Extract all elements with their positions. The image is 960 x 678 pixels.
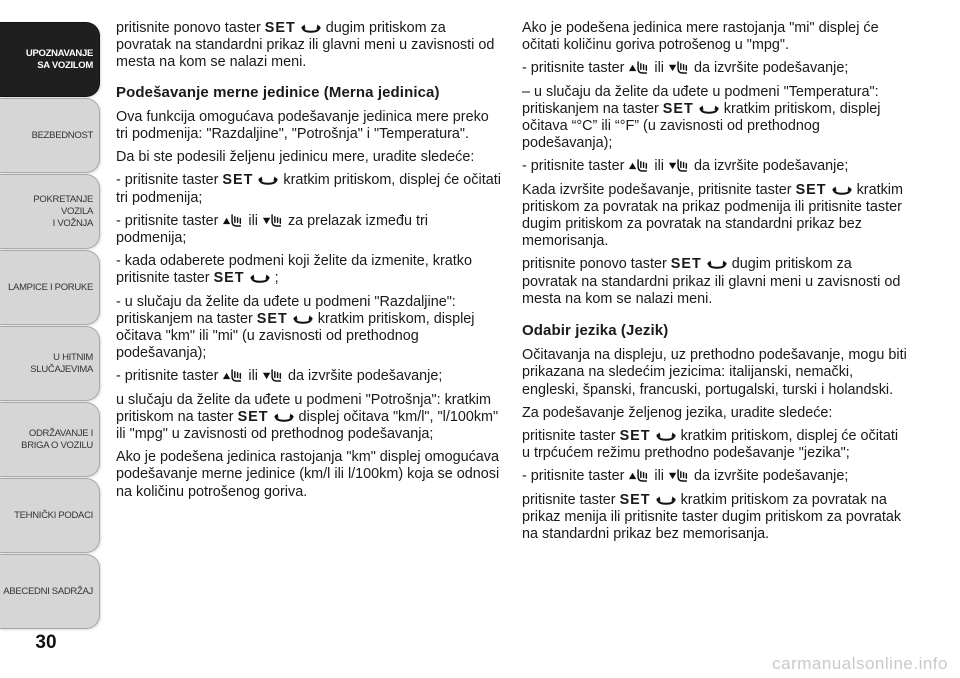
set-button-icon (706, 259, 728, 271)
paragraph: Ako je podešena jedinica mere rastojanja "mi" displej će očitati količinu goriva potrošenog u "mpg". (522, 20, 879, 54)
set-label: SET (619, 428, 651, 445)
tab-lampice-i-poruke[interactable] (0, 250, 100, 325)
set-button-icon (249, 273, 271, 285)
down-button-icon (668, 60, 690, 75)
up-button-icon (628, 468, 650, 483)
tab-label: U HITNIM (53, 351, 93, 363)
paragraph: - pritisnite taster ili da izvršite podešavanje; (522, 158, 849, 175)
paragraph: Da bi ste podesili željenu jedinicu mere, uradite sledeće: (116, 149, 475, 166)
up-button-icon (222, 213, 244, 228)
tab-label: UPOZNAVANJE (25, 47, 93, 59)
tab-label: LAMPICE I PORUKE (8, 281, 93, 293)
paragraph: Za podešavanje željenog jezika, uradite sledeće: (522, 404, 833, 421)
down-button-icon (262, 368, 284, 383)
up-button-icon (628, 158, 650, 173)
right-column (522, 20, 907, 549)
tab-label: TEHNIČKI PODACI (14, 509, 93, 521)
set-button-icon (655, 431, 677, 443)
up-button-icon (222, 368, 244, 383)
set-button-icon (698, 104, 720, 116)
tab-abecedni-sadrzaj[interactable] (0, 554, 100, 629)
paragraph: pritisnite ponovo taster SET dugim pritiskom za povratak na standardni prikaz ili glavni meni u zavisnosti od mesta na kom se nalazi meni. (522, 256, 901, 307)
section-heading: Podešavanje merne jedinice (Merna jedinica) (116, 83, 440, 101)
up-button-icon (628, 60, 650, 75)
down-button-icon (262, 213, 284, 228)
set-button-icon (300, 23, 322, 35)
tab-bezbednost[interactable] (0, 98, 100, 173)
paragraph: u slučaju da želite da uđete u podmeni "Potrošnja": kratkim pritiskom na taster SET displej očitava "km/l", "l/100km" ili "mpg" u zavisnosti od prethodnog podešavanja; (116, 391, 499, 443)
paragraph: - pritisnite taster ili da izvršite podešavanje; (522, 60, 849, 77)
set-label: SET (213, 270, 245, 287)
paragraph: - pritisnite taster ili za prelazak između tri podmenija; (116, 212, 428, 247)
paragraph: pritisnite ponovo taster SET dugim pritiskom za povratak na standardni prikaz ili glavni meni u zavisnosti od mesta na kom se nalazi meni. (116, 20, 495, 71)
paragraph: pritisnite taster SET kratkim pritiskom za povratak na prikaz menija ili pritisnite taster dugim pritiskom za povratak na standardni prikaz bez memorisanja. (522, 491, 902, 543)
tab-odrzavanje[interactable] (0, 402, 100, 477)
tab-tehnicki-podaci[interactable] (0, 478, 100, 553)
down-button-icon (668, 158, 690, 173)
paragraph: – u slučaju da želite da uđete u podmeni "Temperatura": pritiskanjem na taster SET kratkim pritiskom, displej očitava “°C” ili “°F” (u zavisnosti od prethodnog podešavanja); (522, 83, 881, 152)
paragraph: - u slučaju da želite da uđete u podmeni "Razdaljine": pritiskanjem na taster SET kratkim pritiskom, displej očitava "km" ili "mi" (u zavisnosti od prethodnog podešavanja); (116, 293, 475, 362)
tab-label: BEZBEDNOST (31, 129, 93, 141)
paragraph: - pritisnite taster ili da izvršite podešavanje; (522, 468, 849, 485)
paragraph: Ova funkcija omogućava podešavanje jedinica mere preko tri podmenija: "Razdaljine", "Potrošnja" i "Temperatura". (116, 108, 489, 143)
page-number: 30 (35, 632, 57, 653)
set-label: SET (619, 491, 651, 508)
paragraph: - pritisnite taster ili da izvršite podešavanje; (116, 368, 443, 385)
tab-label: SLUČAJEVIMA (30, 363, 93, 375)
paragraph: Očitavanja na displeju, uz prethodno podešavanje, mogu biti prikazana na sledećim jezicima: italijanski, nemački, engleski, španski, francuski, portugalski, turski i holandski. (522, 347, 907, 398)
down-button-icon (668, 468, 690, 483)
tab-label: POKRETANJE VOZILA (33, 193, 93, 217)
paragraph: Kada izvršite podešavanje, pritisnite taster SET kratkim pritiskom za povratak na prikaz podmenija ili pritisnite taster dugim pritiskom za povratak na standardni prikaz bez memorisanja. (522, 181, 903, 250)
set-button-icon (831, 185, 853, 197)
paragraph: Ako je podešena jedinica rastojanja "km" displej omogućava podešavanje merne jedinice (km/l ili l/100km) koja se odnosi na količinu potrošenog goriva. (116, 449, 500, 500)
tab-pokretanje-vozila[interactable] (0, 174, 100, 249)
tab-upoznavanje-sa-vozilom[interactable] (0, 22, 100, 97)
set-label: SET (264, 20, 296, 36)
set-label: SET (795, 181, 827, 198)
set-label: SET (222, 172, 254, 189)
tab-label: ABECEDNI SADRŽAJ (3, 585, 93, 597)
set-button-icon (292, 314, 314, 326)
tab-label: BRIGA O VOZILU (21, 439, 93, 451)
left-column (116, 20, 501, 507)
tab-label: SA VOZILOM (37, 59, 93, 71)
paragraph: - pritisnite taster SET kratkim pritiskom, displej će očitati tri podmenija; (116, 172, 501, 206)
set-button-icon (655, 495, 677, 507)
set-button-icon (257, 175, 279, 187)
set-button-icon (273, 412, 295, 424)
tab-label: I VOŽNJA (52, 217, 93, 229)
watermark: carmanualsonline.info (772, 654, 948, 673)
set-label: SET (237, 408, 269, 425)
section-heading: Odabir jezika (Jezik) (522, 322, 669, 340)
paragraph: - kada odaberete podmeni koji želite da izmenite, kratko pritisnite taster SET ; (116, 253, 472, 287)
tab-label: ODRŽAVANJE I (28, 427, 93, 439)
paragraph: pritisnite taster SET kratkim pritiskom, displej će očitati u trpćućem režimu prethodno podešavanje "jezika"; (522, 428, 899, 462)
set-label: SET (256, 310, 288, 327)
tab-u-hitnim-slucajevima[interactable] (0, 326, 100, 401)
set-label: SET (670, 256, 702, 273)
set-label: SET (662, 100, 694, 117)
